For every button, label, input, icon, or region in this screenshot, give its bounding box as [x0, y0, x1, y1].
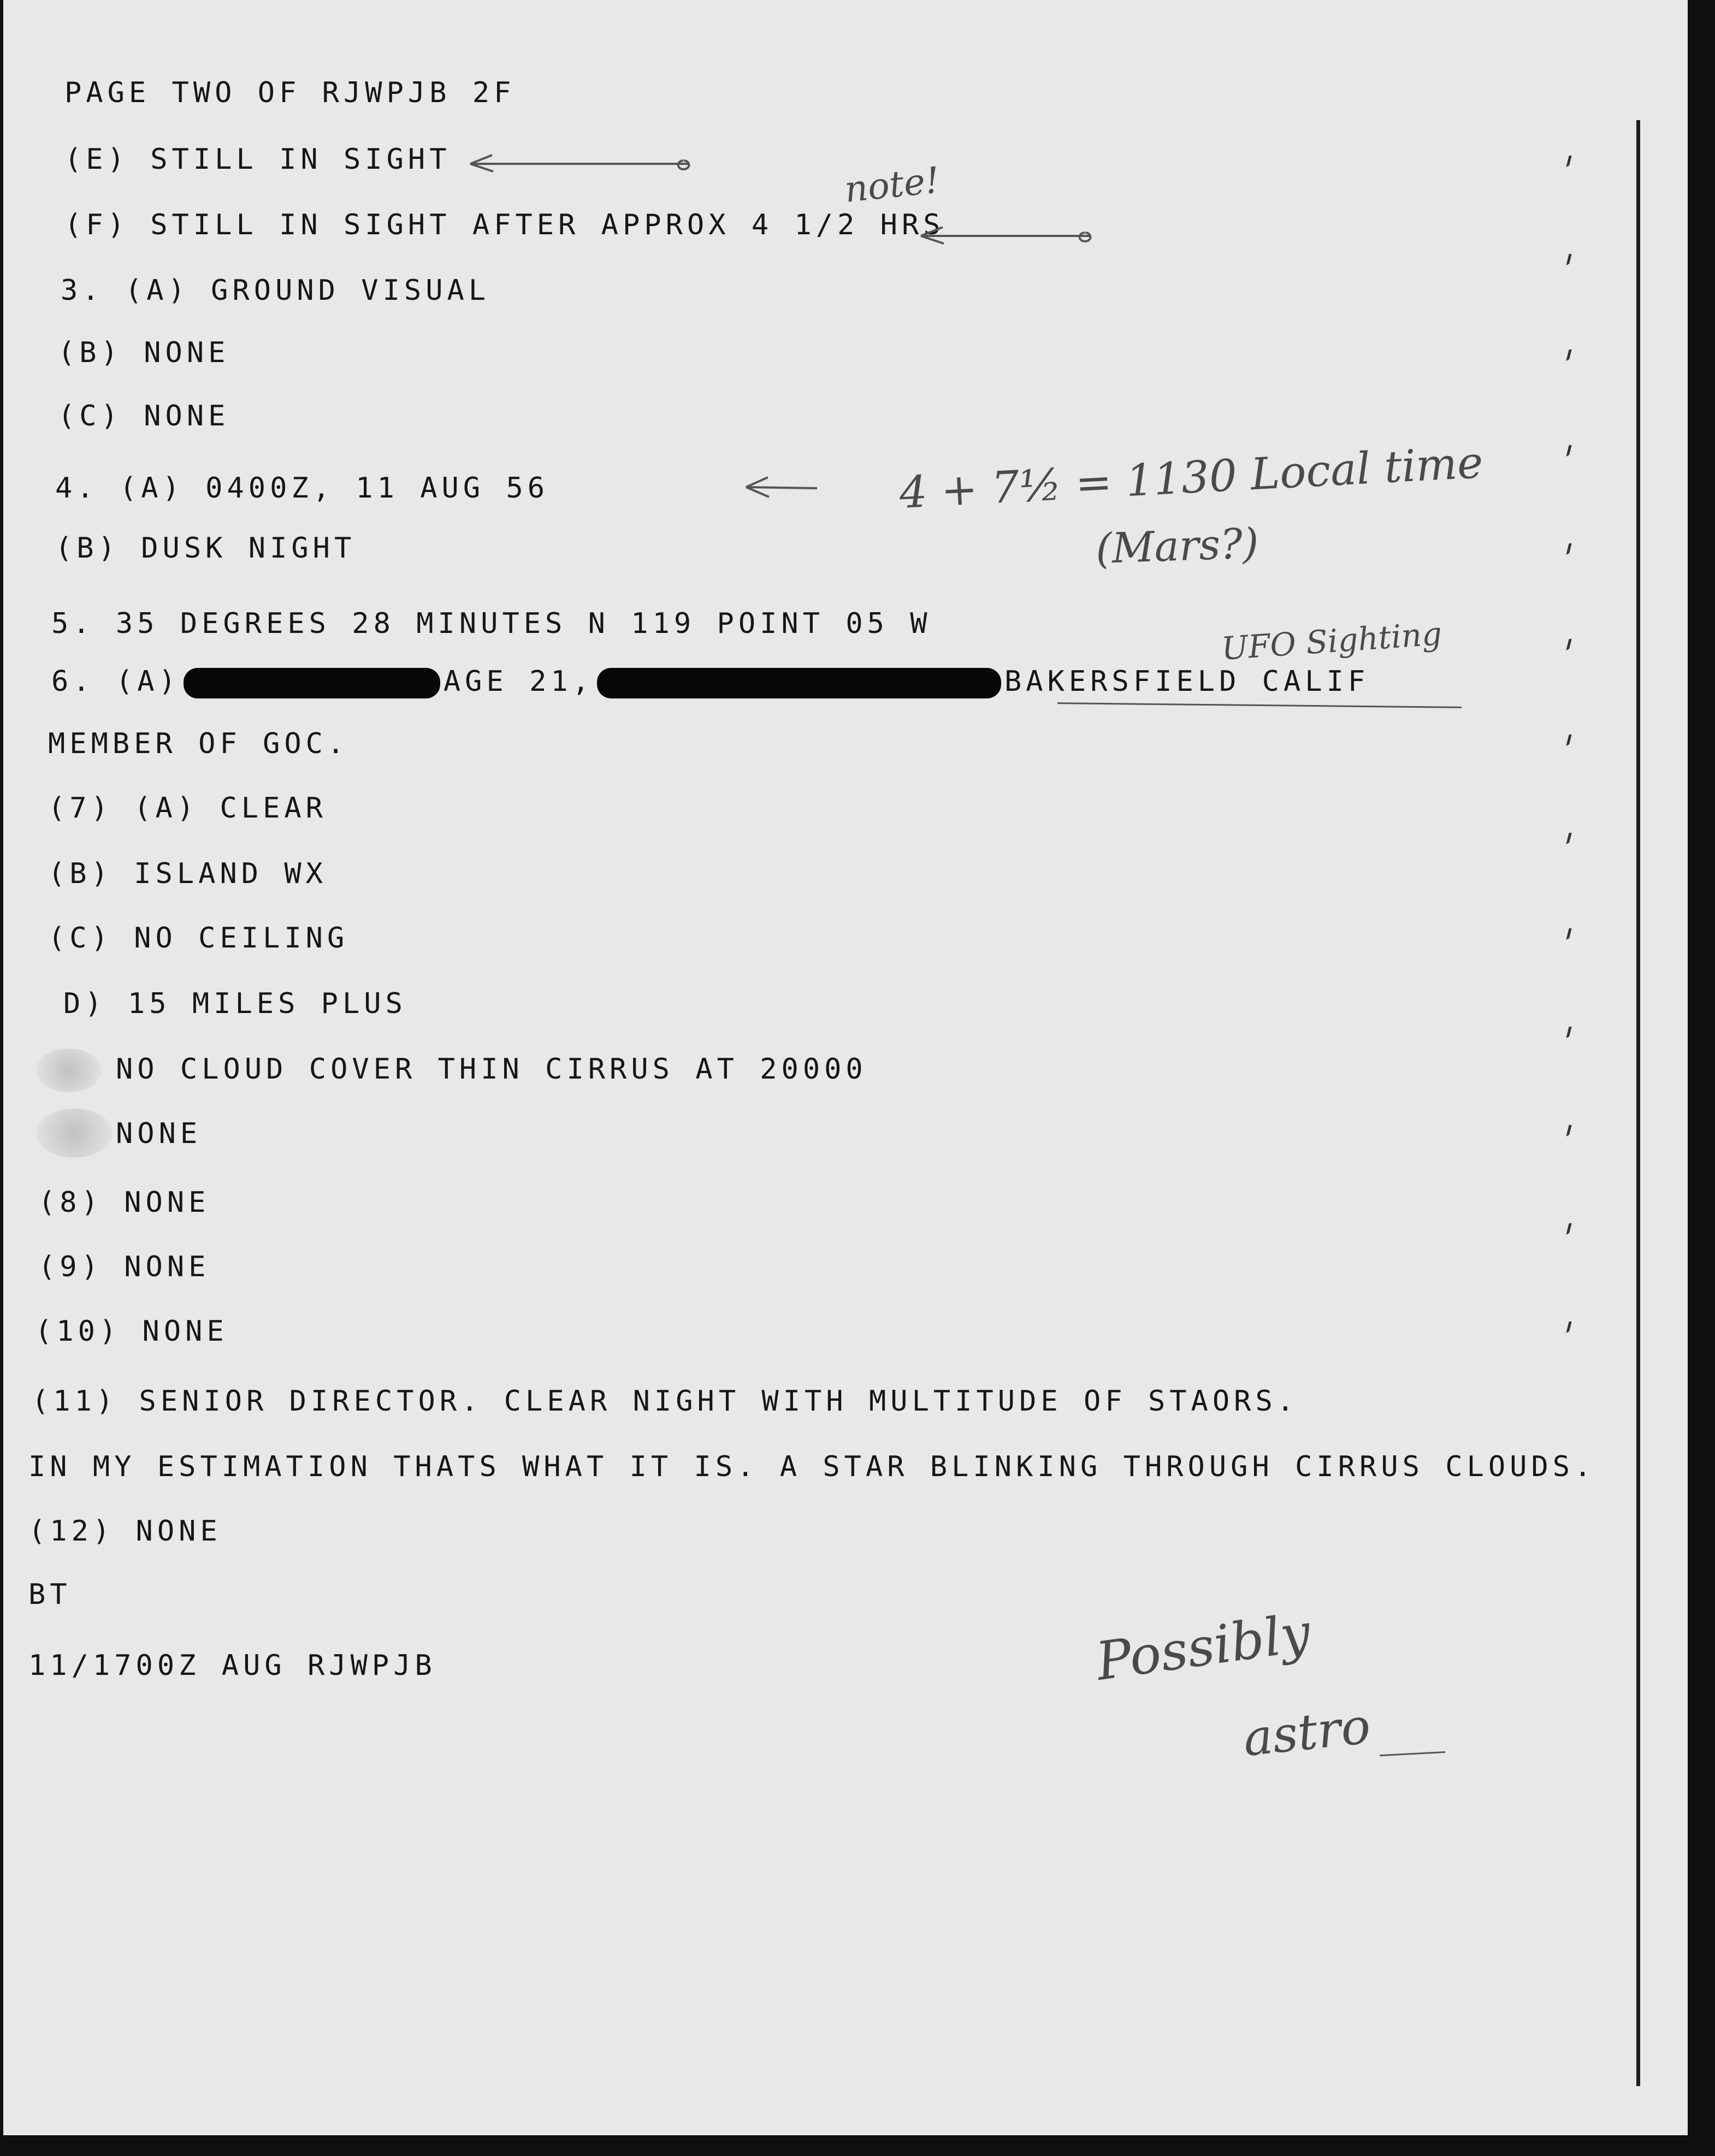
handwritten-dash: [1380, 1751, 1445, 1756]
handwritten-note: note!: [842, 159, 942, 211]
margin-tick: [1566, 254, 1576, 265]
handwritten-ufo-sighting: UFO Sighting: [1220, 614, 1444, 668]
doc-line: NONE: [116, 1117, 202, 1150]
arrow-left-icon: [904, 218, 1101, 251]
doc-line: (8) NONE: [38, 1186, 210, 1219]
scan-smudge: [36, 1109, 113, 1158]
doc-line: 4. (A) 0400Z, 11 AUG 56: [55, 472, 549, 505]
handwritten-mars: (Mars?): [1095, 518, 1259, 573]
handwritten-possibly: Possibly: [1092, 1602, 1315, 1692]
scan-smudge: [36, 1049, 102, 1092]
witness-label: 6. (A): [51, 665, 180, 698]
page-edge-rule: [1636, 120, 1640, 2086]
doc-line: 3. (A) GROUND VISUAL: [61, 274, 490, 307]
doc-line-dtg: 11/1700Z AUG RJWPJB: [28, 1649, 436, 1682]
doc-line: (9) NONE: [38, 1251, 210, 1283]
doc-line: (C) NONE: [58, 400, 230, 433]
doc-line: (12) NONE: [28, 1515, 222, 1548]
document-page: [3, 0, 1688, 2135]
doc-line: NO CLOUD COVER THIN CIRRUS AT 20000: [116, 1053, 867, 1086]
doc-line: (B) ISLAND WX: [48, 857, 327, 890]
doc-line: (E) STILL IN SIGHT: [64, 143, 451, 176]
margin-tick: [1566, 543, 1576, 555]
doc-line: (B) DUSK NIGHT: [55, 532, 356, 565]
witness-age: AGE 21,: [443, 665, 594, 698]
redaction-bar: [184, 668, 440, 698]
margin-tick: [1566, 1125, 1576, 1136]
margin-tick: [1566, 1027, 1576, 1038]
doc-line: IN MY ESTIMATION THATS WHAT IT IS. A STAR BLINKING THROUGH CIRRUS CLOUDS.: [28, 1450, 1596, 1483]
margin-tick: [1566, 735, 1576, 746]
doc-line: (F) STILL IN SIGHT AFTER APPROX 4 1/2 HRS: [64, 209, 945, 241]
handwritten-time-calc: 4 + 7½ = 1130 Local time: [898, 437, 1485, 518]
doc-line: (10) NONE: [35, 1315, 228, 1348]
margin-tick: [1566, 833, 1576, 844]
doc-line-witness: [51, 665, 1369, 698]
margin-tick: [1566, 445, 1576, 457]
handwritten-underline: [1057, 702, 1462, 708]
margin-tick: [1566, 1322, 1576, 1333]
arrow-left-icon: [735, 470, 823, 502]
margin-tick: [1566, 928, 1576, 940]
doc-line: BT: [28, 1578, 72, 1611]
margin-tick: [1566, 1223, 1576, 1235]
margin-tick: [1566, 156, 1576, 167]
doc-line: 5. 35 DEGREES 28 MINUTES N 119 POINT 05 W: [51, 607, 932, 640]
doc-line: D) 15 MILES PLUS: [63, 987, 407, 1020]
doc-line-page-header: PAGE TWO OF RJWPJB 2F: [64, 76, 516, 109]
doc-line: (C) NO CEILING: [48, 922, 349, 955]
handwritten-astro: astro: [1240, 1697, 1374, 1768]
arrow-left-icon: [448, 147, 700, 180]
doc-line: (7) (A) CLEAR: [48, 792, 327, 825]
doc-line: (11) SENIOR DIRECTOR. CLEAR NIGHT WITH MULTITUDE OF STAORS.: [32, 1385, 1299, 1418]
witness-city: BAKERSFIELD CALIF: [1004, 665, 1370, 698]
redaction-bar: [597, 668, 1001, 698]
margin-tick: [1566, 350, 1576, 361]
margin-tick: [1566, 639, 1576, 650]
doc-line: (B) NONE: [58, 336, 230, 369]
doc-line: MEMBER OF GOC.: [48, 727, 349, 760]
